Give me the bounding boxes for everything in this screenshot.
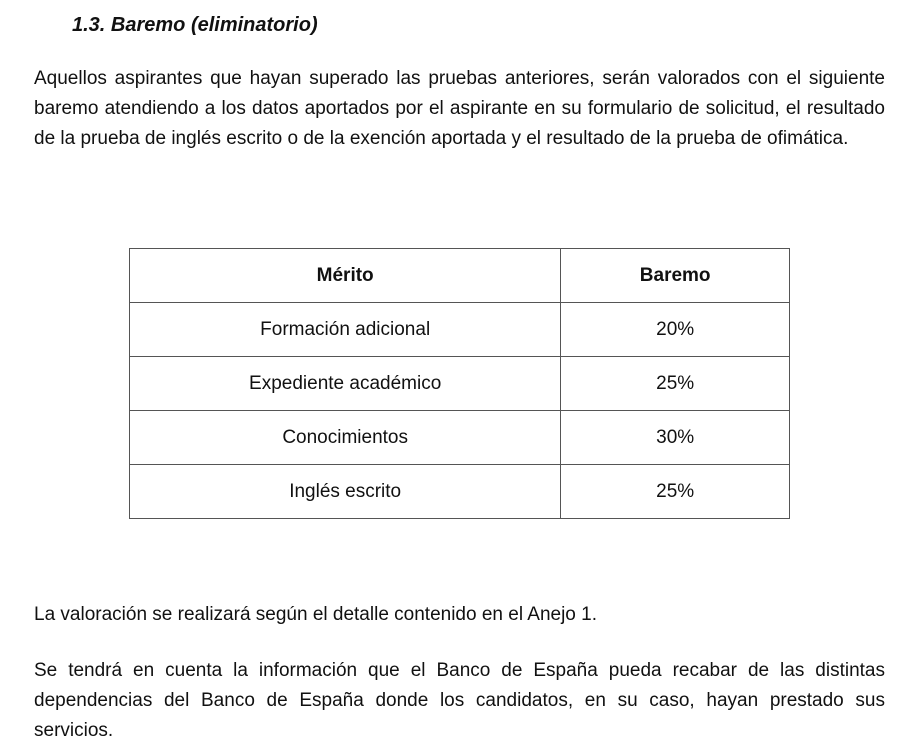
- banco-paragraph: Se tendrá en cuenta la información que el Banco de España pueda recabar de las distintas dependencias del Banco de España donde los candidatos, en su caso, hayan prestado sus servicios.: [34, 660, 885, 741]
- header-merito: Mérito: [130, 249, 561, 303]
- baremo-table: [129, 248, 790, 519]
- anejo-paragraph: La valoración se realizará según el detalle contenido en el Anejo 1.: [34, 604, 597, 625]
- section-heading: 1.3. Baremo (eliminatorio): [72, 14, 318, 36]
- baremo-cell: 25%: [561, 357, 790, 411]
- table-row: [130, 411, 790, 465]
- baremo-cell: 20%: [561, 303, 790, 357]
- table-row: [130, 357, 790, 411]
- header-baremo: Baremo: [561, 249, 790, 303]
- table-row: [130, 303, 790, 357]
- merito-cell: Conocimientos: [130, 411, 561, 465]
- table-row: [130, 465, 790, 519]
- merito-cell: Formación adicional: [130, 303, 561, 357]
- intro-paragraph: Aquellos aspirantes que hayan superado las pruebas anteriores, serán valorados con el siguiente baremo atendiendo a los datos aportados por el aspirante en su formulario de solicitud, el resultado de la prueba de inglés escrito o de la exención aportada y el resultado de la prueba de ofimática.: [34, 68, 885, 149]
- baremo-cell: 30%: [561, 411, 790, 465]
- baremo-cell: 25%: [561, 465, 790, 519]
- merito-cell: Inglés escrito: [130, 465, 561, 519]
- merito-cell: Expediente académico: [130, 357, 561, 411]
- table-header-row: [130, 249, 790, 303]
